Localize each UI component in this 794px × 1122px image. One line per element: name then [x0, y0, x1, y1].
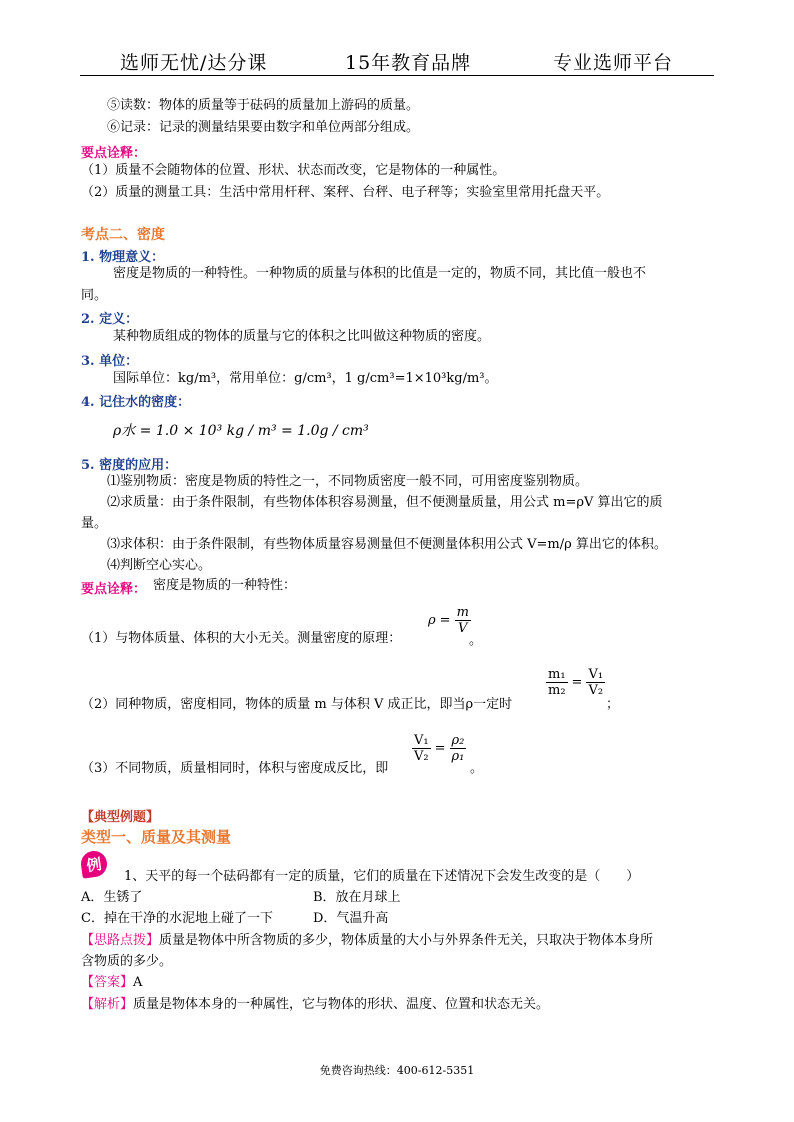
fraction: $\frac{\text{ρ₂}}{\text{ρ₁}}$: [451, 733, 465, 764]
header-divider: [80, 75, 714, 76]
punctuation: ；: [606, 697, 620, 712]
footer-hotline: 免费咨询热线：400-612-5351: [319, 1064, 475, 1077]
fraction: $\frac{\text{V₁}}{\text{V₂}}$: [588, 667, 604, 698]
intro-item-6: ⑥记录：记录的测量结果要由数字和单位两部分组成。: [107, 120, 420, 135]
keypoint-title: 要点诠释：: [81, 582, 147, 597]
option-c: C．掉在干净的水泥地上碰了一下: [81, 911, 273, 926]
subsection-title: 5. 密度的应用：: [81, 458, 178, 473]
subsection-title: 2. 定义：: [81, 312, 139, 327]
paragraph: ⑴鉴别物质：密度是物质的特性之一，不同物质密度一般不同，可用密度鉴别物质。: [107, 474, 589, 489]
fraction: $\frac{\text{m₁}}{\text{m₂}}$: [548, 667, 566, 698]
punctuation: 。: [470, 761, 484, 776]
keypoint-paragraph: （1）与物体质量、体积的大小无关。测量密度的原理：: [81, 631, 402, 646]
answer-tag: 【答案】: [81, 975, 134, 990]
keypoint-title: 要点诠释：: [81, 146, 147, 161]
option-d: D．气温升高: [313, 911, 389, 926]
keypoint-paragraph: （1）质量不会随物体的位置、形状、状态而改变，它是物体的一种属性。: [81, 163, 506, 178]
header-slogan: 15年教育品牌: [345, 52, 472, 74]
paragraph: 某种物质组成的物体的质量与它的体积之比叫做这种物质的密度。: [113, 329, 491, 344]
paragraph: ⑵求质量：由于条件限制，有些物体体积容易测量，但不便测量质量，用公式 m=ρV 算出它的质: [107, 495, 663, 510]
keypoint-paragraph: （3）不同物质，质量相同时，体积与密度成反比，即: [81, 761, 389, 776]
punctuation: 。: [469, 633, 483, 648]
paragraph: 密度是物质的一种特性。一种物质的质量与体积的比值是一定的，物质不同，其比值一般也不: [113, 266, 647, 281]
fraction: $\frac{\text{V₁}}{\text{V₂}}$: [414, 733, 429, 764]
section-title: 考点二、密度: [81, 227, 165, 243]
question-text: 1、天平的每一个砝码都有一定的质量，它们的质量在下述情况下会发生改变的是（ ）: [124, 869, 640, 884]
inverse-proportion-formula: $\frac{\text{V₁}}{\text{V₂}}$ = $\frac{\text{ρ₂}}{\text{ρ₁}}$: [414, 733, 465, 764]
proportion-formula: $\frac{\text{m₁}}{\text{m₂}}$ = $\frac{\text{V₁}}{\text{V₂}}$: [548, 667, 604, 698]
option-a: A．生锈了: [81, 890, 143, 905]
example-badge-icon: 例: [79, 849, 108, 878]
hint-paragraph: 【思路点拨】质量是物体中所含物质的多少，物体质量的大小与外界条件无关，只取决于物体本身所: [81, 933, 654, 948]
subsection-title: 1. 物理意义：: [81, 250, 165, 265]
fraction: $\frac{m}{V}$: [456, 605, 469, 636]
header-platform: 专业选师平台: [553, 52, 674, 74]
hint-tag: 【思路点拨】: [81, 933, 160, 948]
keypoint-paragraph: （2）同种物质，密度相同，物体的质量 m 与体积 V 成正比，即当ρ一定时: [81, 697, 513, 712]
hint-paragraph-continued: 含物质的多少。: [81, 954, 173, 969]
water-density-formula: ρ水 = 1.0 × 10³ kg / m³ = 1.0g / cm³: [113, 423, 369, 439]
analysis-tag: 【解析】: [81, 997, 134, 1012]
paragraph: 量。: [81, 516, 108, 531]
paragraph: ⑷判断空心实心。: [107, 558, 212, 573]
analysis-line: 【解析】质量是物体本身的一种属性，它与物体的形状、温度、位置和状态无关。: [81, 997, 550, 1012]
paragraph: 同。: [81, 288, 108, 303]
keypoint-intro: 密度是物质的一种特性：: [153, 578, 297, 593]
examples-heading: 【典型例题】: [81, 810, 160, 825]
answer-value: A: [133, 975, 143, 990]
option-b: B．放在月球上: [313, 890, 401, 905]
keypoint-paragraph: （2）质量的测量工具：生活中常用杆秤、案秤、台秤、电子秤等；实验室里常用托盘天平。: [81, 185, 610, 200]
paragraph: ⑶求体积：由于条件限制，有些物体质量容易测量但不便测量体积用公式 V=m/ρ 算出它的体积。: [107, 537, 667, 552]
intro-item-5: ⑤读数：物体的质量等于砝码的质量加上游码的质量。: [107, 98, 420, 113]
paragraph: 国际单位：kg/m³，常用单位：g/cm³，1 g/cm³=1×10³kg/m³。: [113, 371, 498, 386]
density-formula: ρ = $\frac{m}{V}$: [428, 605, 469, 636]
example-type-title: 类型一、质量及其测量: [81, 828, 232, 846]
subsection-title: 4. 记住水的密度：: [81, 395, 191, 410]
answer-line: [81, 975, 142, 991]
header-brand: 选师无忧/达分课: [120, 52, 268, 74]
subsection-title: 3. 单位：: [81, 354, 139, 369]
